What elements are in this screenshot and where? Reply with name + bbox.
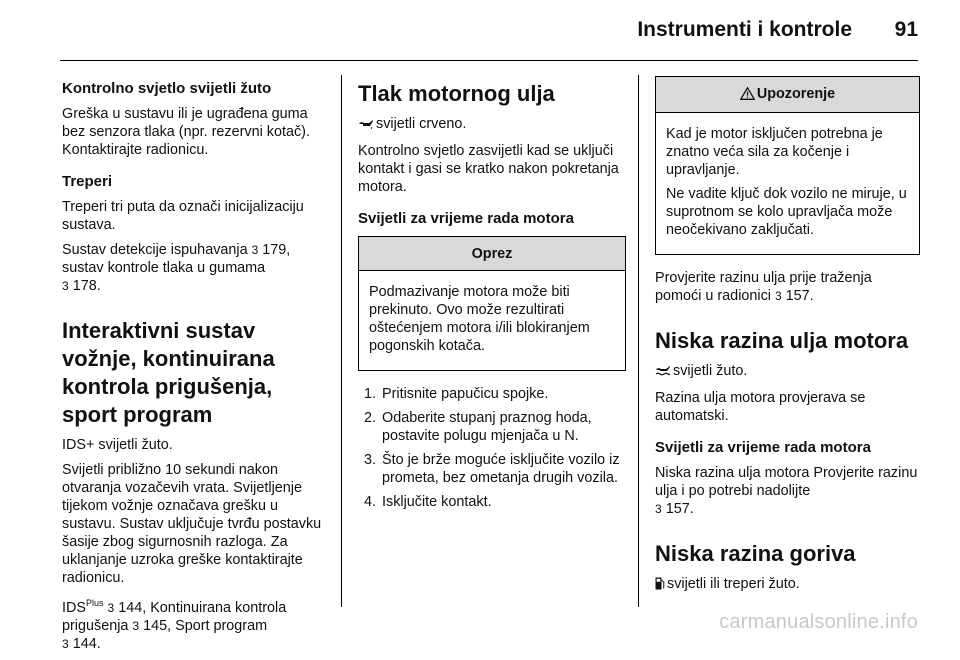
reference-text: sustav kontrole tlaka u gumama [62,260,266,276]
list-item: 2. Odaberite stupanj praznog hoda, postavite polugu mjenjača u N. [363,410,592,444]
section-heading-flashing: Treperi [62,173,113,190]
section-text: Greška u sustavu ili je ugrađena guma bez senzora tlaka (npr. rezervni kotač). Kontaktirajte radionicu. [62,106,310,158]
reference-page: 178. [72,278,101,294]
reference-page: 144. [72,635,101,652]
page-reference-icon: 3 [62,279,69,293]
indicator-text: svijetli ili treperi žuto. [667,576,800,592]
warning-text: Kad je motor isključen potrebna je znatno veća sila za kočenje i upravljanje. [666,126,883,178]
caution-header: Oprez [359,237,625,271]
oil-level-icon [655,364,671,382]
list-item: 3. Što je brže moguće isključite vozilo iz prometa, bez ometanja drugih vozila. [363,452,620,486]
header-rule [60,60,918,61]
list-item: 1. Pritisnite papučicu spojke. [363,386,549,402]
column-3 [655,76,920,602]
subheading-while-running: Svijetli za vrijeme rada motora [655,439,871,456]
fuel-pump-icon [655,577,665,595]
oil-can-icon [358,117,374,135]
warning-title: Upozorenje [756,86,836,102]
page-header-title: Instrumenti i kontrole [637,18,852,41]
warning-text: Ne vadite ključ dok vozilo ne miruje, u suprotnom se kolo upravljača može neočekivano zaključati. [666,186,907,238]
cross-reference-paragraph [62,594,330,653]
reference-page: 179, [262,242,291,258]
section-title-low-oil: Niska razina ulja motora [655,328,909,353]
page-reference-icon: 3 [774,289,782,303]
cross-reference-paragraph [62,241,330,295]
section-title-oil-pressure: Tlak motornog ulja [358,81,555,106]
page-reference-icon: 3 [251,243,259,257]
column-1 [62,80,330,660]
warning-triangle-icon [740,87,755,105]
column-2 [358,80,626,517]
page-reference-icon: 3 [132,618,140,633]
page-reference-icon: 3 [655,502,662,516]
reference-text: Sustav detekcije ispuhavanja [62,242,248,258]
list-item: 4. Isključite kontakt. [363,494,492,510]
warning-box [655,76,920,255]
steps-list [358,385,626,511]
indicator-line [655,575,920,595]
section-text: Kontrolno svjetlo zasvijetli kad se uključi kontakt i gasi se kratko nakon pokretanja motora. [358,143,619,195]
section-text: Treperi tri puta da označi inicijalizaciju sustava. [62,199,304,233]
indicator-text: svijetli crveno. [376,116,467,132]
indicator-text: svijetli žuto. [673,363,748,379]
section-text: Razina ulja motora provjerava se automatski. [655,390,866,424]
reference-text: 144, Kontinuirana kontrola prigušenja [62,599,287,634]
reference-page: 157. [665,501,694,517]
column-divider-2 [638,75,639,607]
section-text: IDS+ svijetli žuto. [62,437,173,453]
caution-box [358,236,626,371]
page-reference-icon: 3 [62,636,69,651]
subheading-while-running: Svijetli za vrijeme rada motora [358,210,574,227]
section-title-ids: Interaktivni sustav vožnje, kontinuirana kontrola prigušenja, sport program [62,318,275,427]
section-title-low-fuel: Niska razina goriva [655,541,856,566]
warning-header [656,77,919,113]
page-number: 91 [894,18,918,41]
section-text: Svijetli približno 10 sekundi nakon otvaranja vozačevih vrata. Svijetljenje tijekom vožnje označava grešku u sustavu. Sustav uključuje tvrđu postavku šasije zbog sigurnosnih razloga. Za uklanjanje uzroka greške kontaktirajte radionicu. [62,462,322,586]
section-text: Niska razina ulja motora Provjerite razinu ulja i po potrebi nadolijte 3 157. [655,465,918,517]
column-divider-1 [341,75,342,607]
section-text: Provjerite razinu ulja prije traženja pomoći u radionici 3 157. [655,270,872,304]
ids-label: IDS [62,599,86,616]
reference-text: 145, Sport program [143,617,268,634]
indicator-line [655,362,920,382]
ids-plus-superscript: Plus [86,598,104,608]
caution-text: Podmazivanje motora može biti prekinuto. Ovo može rezultirati oštećenjem motora i/ili blokiranjem pogonskih kotača. [369,284,590,354]
watermark: carmanualsonline.info [719,611,918,633]
reference-page: 157. [785,288,814,304]
section-heading-yellow-light: Kontrolno svjetlo svijetli žuto [62,80,272,97]
page-reference-icon: 3 [107,600,115,615]
indicator-line [358,115,626,135]
